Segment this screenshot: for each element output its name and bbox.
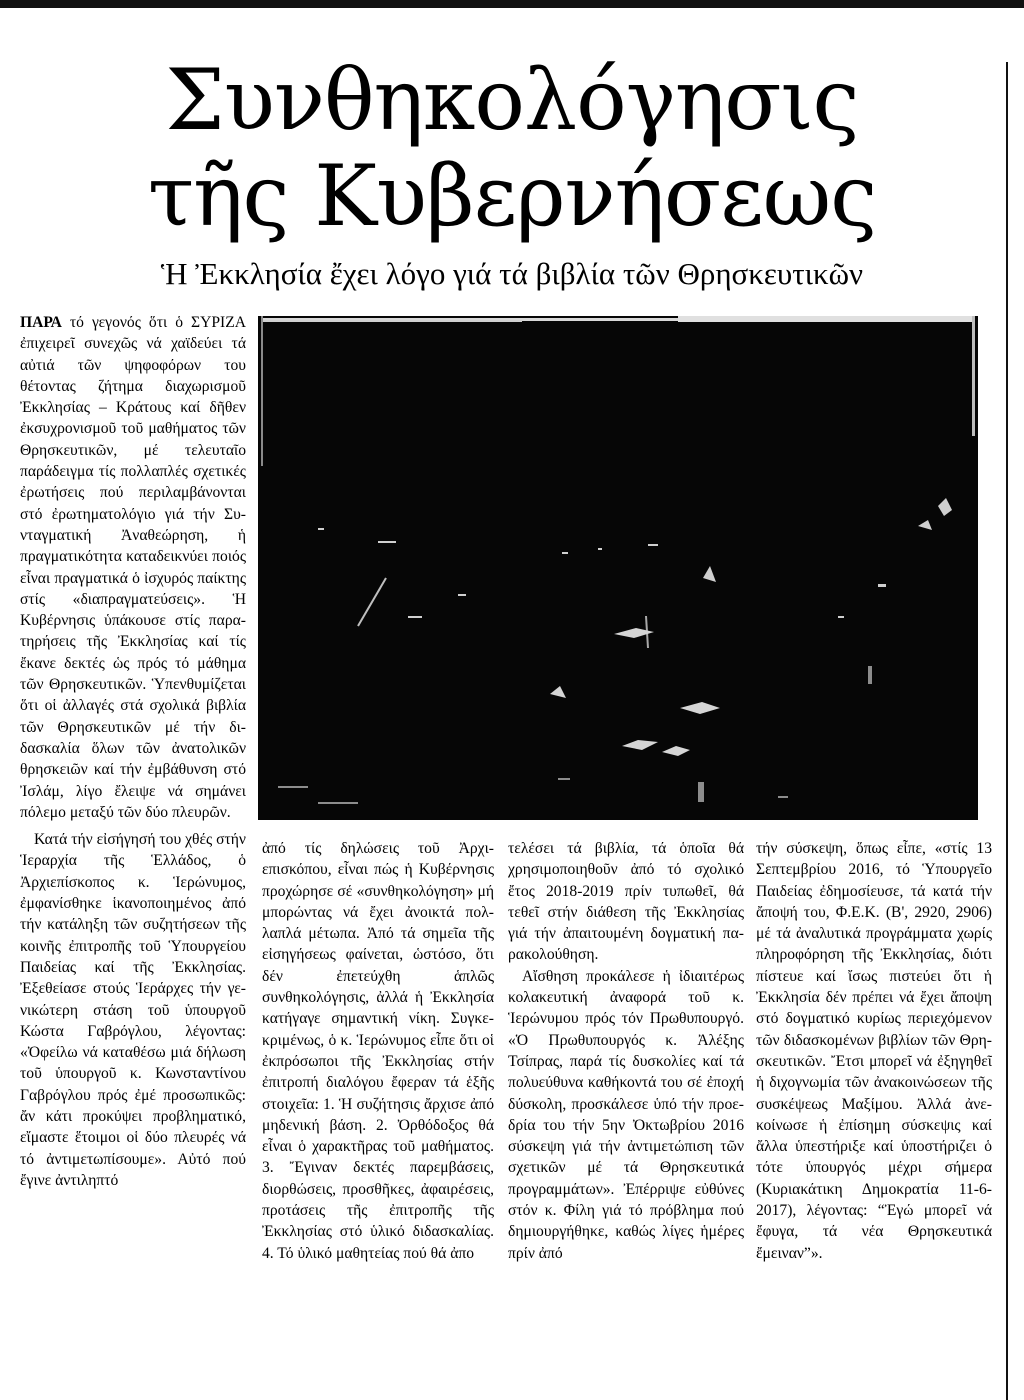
lead-word: ΠΑΡΑ	[20, 314, 62, 331]
column-1-paragraph-2: Κατά τήν εἰσήγησή του χθές στήν Ἱεραρχία τῆς Ἑλλάδος, ὁ Ἀρχιεπίσκοπος κ. Ἱερώνυμος, ἐμφανίσθηκε ἱκανοποιημένος ἀπό τήν κατάληξη τῶν συζητήσεων τῆς κοινῆς ἐπιτροπῆς τοῦ Ὑπουργείου Παιδείας καί τῆς Ἐκκλησίας. Ἐξεθείασε στούς Ἱεράρχες τήν γενικώτερη στάση τοῦ ὑπουργοῦ Κώστα Γαβρόγλου, λέγοντας: «Ὀφείλω νά καταθέσω μιά δήλωση τοῦ ὑπουργοῦ κ. Κωνσταντίνου Γαβρόγλου πρός ἐμέ προσωπικῶς: ἄν κάτι προκύψει προβληματικό, εἴμαστε ἕτοιμοι οἱ δύο πλευρές νά τό ἀντιμετωπίσουμε». Αὐτό πού ἔγινε ἀντιληπτό	[20, 831, 246, 1189]
article-photo	[258, 316, 978, 820]
column-2	[262, 838, 494, 1400]
column-1-paragraph-1	[20, 312, 246, 823]
headline-line-2: τῆς Κυβερνήσεως	[147, 147, 877, 245]
column-3	[508, 838, 744, 1400]
column-4-paragraph-1: τήν σύσκεψη, ὅπως εἶπε, «στίς 13 Σεπτεμβρίου 2016, τό Ὑπουργεῖο Παιδείας ἐδημοσίευσε, τά κατά τήν ἄποψή του, Φ.Ε.Κ. (Β', 2920, 2906) μέ τά ἀναλυτικά προγράμματα χωρίς πληροφόρηση τῆς Ἐκκλησίας, διότι πίστευε καί ἴσως πιστεύει ὅτι ἡ Ἐκκλησία δέν πρέπει νά ἔχει ἄποψη στό δογματικό κυρίως περιεχόμενον τῶν διδασκομένων βιβλίων τῶν Θρησκευτικῶν. Ἔτσι μπορεῖ νά ἐξηγηθεῖ ἡ διχογνωμία τῶν ἀνακοινώσεων τῆς συσκέψεως Μαξίμου. Ἀλλά ἀνεκοίνωσε ἡ ἐπίσημη σύσκεψις καί ἄλλα ὑπεστήριξε καί ὑποστήριζει ὁ τότε ὑπουργός μέχρι σήμερα (Κυριακάτικη Δημοκρατία 11-6-2017), λέγοντας: “Ἐγώ μπορεῖ νά ἔφυγα, τά νέα Θρησκευτικά ἔμειναν”».	[756, 840, 992, 1262]
column-4	[756, 838, 992, 1400]
column-2-paragraph-1: ἀπό τίς δηλώσεις τοῦ Ἀρχιεπισκόπου, εἶναι πώς ἡ Κυβέρνησις προχώρησε σέ «συνθηκολόγηση» μή μπορώντας νά ἔχει ἀνοικτά πολλαπλά μέτωπα. Ἀπό τά σημεῖα τῆς εἰσηγήσεως φαίνεται, ὡστόσο, ὅτι δέν ἐπετεύχθη ἁπλῶς συνθηκολόγησις, ἀλλά ἡ Ἐκκλησία κατήγαγε σημαντική νίκη. Συγκεκριμένως, ὁ κ. Ἱερώνυμος εἶπε ὅτι οἱ ἐκπρόσωποι τῆς Ἐκκλησίας στήν ἐπιτροπή διαλόγου ἔφεραν τά ἑξῆς στοιχεῖα: 1. Ἡ συζήτησις ἄρχισε ἀπό μηδενική βάση. 2. Ὀρθόδοξος θά εἶναι ὁ χαρακτῆρας τοῦ μαθήματος. 3. Ἔγιναν δεκτές παρεμβάσεις, διορθώσεις, προσθῆκες, ἀφαιρέσεις, προτάσεις τῆς ἐπιτροπῆς τῆς Ἐκκλησίας στό ὑλικό διδασκαλίας. 4. Τό ὑλικό μαθητείας πού θά ἀπο	[262, 840, 494, 1262]
column-3-paragraph-2: Αἴσθηση προκάλεσε ἡ ἰδιαιτέρως κολακευτική ἀναφορά τοῦ κ. Ἱερώνυμου πρός τόν Πρωθυπουργό. «Ὁ Πρωθυπουργός κ. Ἀλέξης Τσίπρας, παρά τίς δυσκολίες καί τά πολυεύθυνα καθήκοντά του σέ ἐποχή δύσκολη, προσκάλεσε ὑπό τήν προεδρία του τήν 5ην Ὀκτωβρίου 2016 σύσκεψη γιά τήν ἀντιμετώπιση τῶν σχετικῶν μέ τά Θρησκευτικά προγραμμάτων». Ἐπέρριψε εὐθύνες στόν κ. Φίλη γιά τό πρόβλημα πού δημιουργήθηκε, καθώς λίγες ἡμέρες πρίν ἀπό	[508, 967, 744, 1262]
subtitle: Ἡ Ἐκκλησία ἔχει λόγο γιά τά βιβλία τῶν Θρησκευτικῶν	[160, 256, 864, 291]
column-1-paragraph-1-text: τό γεγονός ὅτι ὁ ΣΥΡΙΖΑ ἐπιχειρεῖ συνεχῶς νά χαϊδεύει τά αὐτιά τῶν ψηφοφόρων του θέτοντας ζήτημα διαχωρισμοῦ Ἐκκλησίας – Κράτους καί δῆθεν ἐκσυχρονισμοῦ τοῦ μαθήματος τῶν Θρησκευτικῶν, μέ τελευταῖο παράδειγμα τίς πολλαπλές σχετικές ἐρωτήσεις πού περιλαμβάνονται στό ἐρωτηματολόγιο γιά τήν Συνταγματική Ἀναθεώρηση, ἡ πραγματικότητα καταδεικνύει ποιός εἶναι πραγματικά ὁ ἰσχυρός παίκτης στίς «διαπραγματεύσεις». Ἡ Κυβέρνησις ὑπάκουσε στίς παρατηρήσεις τῆς Ἐκκλησίας καί τίς ἔκανε δεκτές ὡς πρός τό μάθημα τῶν Θρησκευτικῶν. Ὑπενθυμίζεται ὅτι οἱ ἀλλαγές στά σχολικά βιβλία τῶν Θρησκευτικῶν μέ τήν διδασκαλία ὅλων τῶν ἀνατολικῶν θρησκειῶν καί τήν ἐμβάθυνση στό Ἰσλάμ, λίγο ἔλειψε νά σημάνει πόλεμο μεταξύ τῶν δύο πλευρῶν.	[20, 314, 246, 821]
column-1	[20, 312, 246, 1400]
photo-image	[258, 316, 978, 820]
column-3-paragraph-1: τελέσει τά βιβλία, τά ὁποῖα θά χρησιμοποιηθοῦν ἀπό τό σχολικό ἔτος 2018-2019 πρίν τυπωθεῖ, θά τεθεῖ στήν διάθεση τῆς Ἐκκλησίας γιά τήν ἀπαιτουμένη δογματική παρακολούθηση.	[508, 840, 744, 964]
top-border	[0, 0, 1024, 8]
headline-line-1: Συνθηκολόγησις	[165, 51, 859, 149]
